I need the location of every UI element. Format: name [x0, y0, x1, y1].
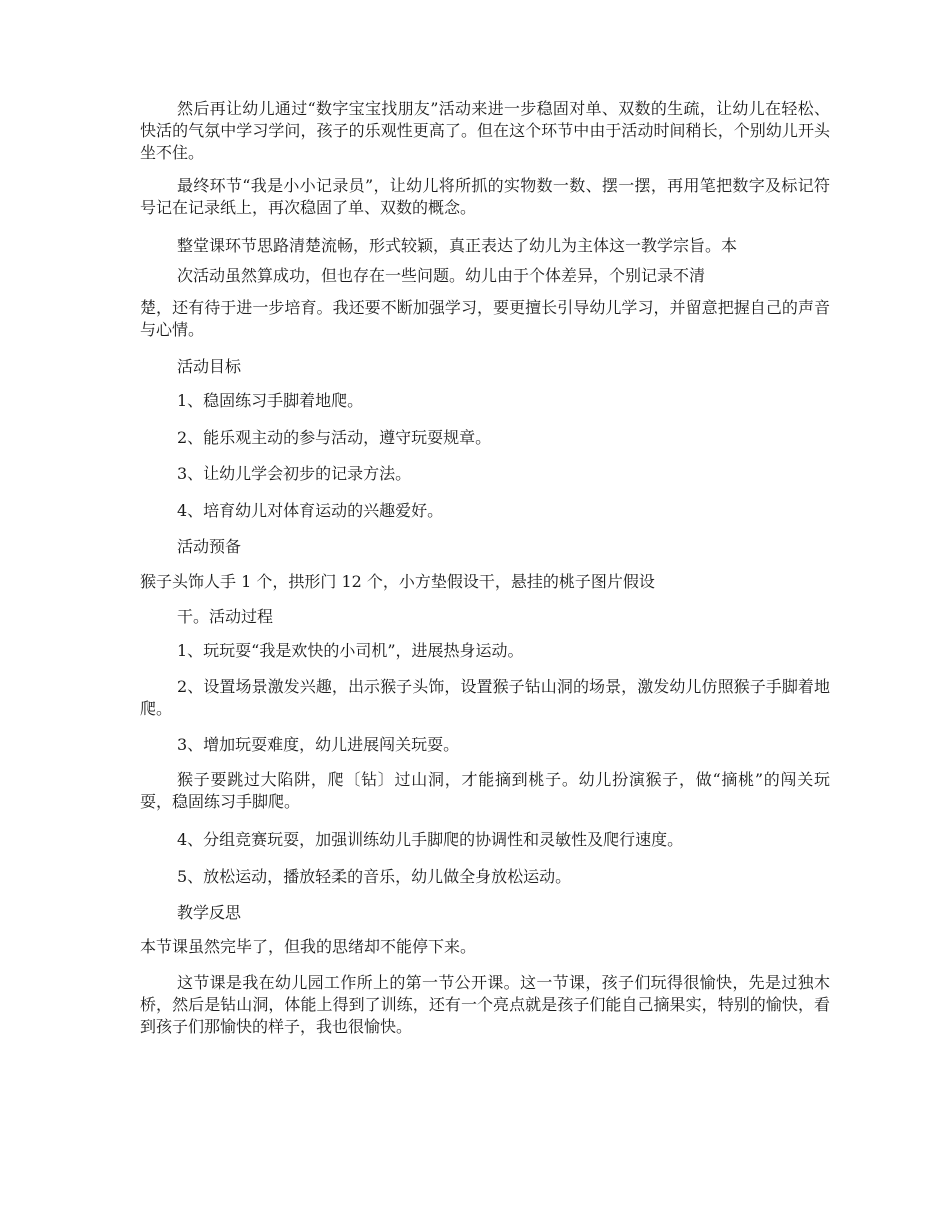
heading-activity-goals: 活动目标	[177, 357, 242, 376]
heading-activity-preparation: 活动预备	[177, 537, 242, 556]
process-step-1: 1、玩玩耍“我是欢快的小司机”，进展热身运动。	[177, 641, 524, 660]
reflection-paragraph-2: 这节课是我在幼儿园工作所上的第一节公开课。这一节课，孩子们玩得很愉快，先是过独木桥，然后是钻山洞，体能上得到了训练，还有一个亮点就是孩子们能自己摘果实，特别的愉快，看到孩子们那愉快的样子，我也很愉快。	[140, 973, 830, 1036]
preparation-line1: 猴子头饰人手 1 个，拱形门 12 个，小方垫假设干，悬挂的桃子图片假设	[140, 572, 655, 591]
process-step-3: 3、增加玩耍难度，幼儿进展闯关玩耍。	[177, 735, 460, 754]
goal-item-2: 2、能乐观主动的参与活动，遵守玩耍规章。	[177, 428, 492, 447]
process-step-3-detail: 猴子要跳过大陷阱，爬〔钻〕过山洞，才能摘到桃子。幼儿扮演猴子，做“摘桃”的闯关玩耍，稳固练习手脚爬。	[140, 770, 830, 811]
preparation-line2: 干。活动过程	[177, 607, 274, 626]
goal-item-4: 4、培育幼儿对体育运动的兴趣爱好。	[177, 501, 444, 520]
paragraph-summary-line2: 次活动虽然算成功，但也存在一些问题。幼儿由于个体差异，个别记录不清	[177, 266, 706, 285]
paragraph-activity-friends: 然后再让幼儿通过“数字宝宝找朋友”活动来进一步稳固对单、双数的生疏，让幼儿在轻松、快活的气氛中学习学问，孩子的乐观性更高了。但在这个环节中由于活动时间稍长，个别幼儿开头坐不住。	[140, 99, 830, 162]
paragraph-summary-line3: 楚，还有待于进一步培育。我还要不断加强学习，要更擅长引导幼儿学习，并留意把握自己的声音与心情。	[140, 298, 830, 339]
process-step-2: 2、设置场景激发兴趣，出示猴子头饰，设置猴子钻山洞的场景，激发幼儿仿照猴子手脚着地爬。	[140, 677, 830, 718]
paragraph-summary-line1: 整堂课环节思路清楚流畅，形式较颖，真正表达了幼儿为主体这一教学宗旨。本	[177, 236, 738, 255]
heading-teaching-reflection: 教学反思	[177, 903, 242, 922]
process-step-5: 5、放松运动，播放轻柔的音乐，幼儿做全身放松运动。	[177, 867, 572, 886]
reflection-paragraph-1: 本节课虽然完毕了，但我的思绪却不能停下来。	[140, 937, 477, 956]
goal-item-1: 1、稳固练习手脚着地爬。	[177, 391, 364, 410]
paragraph-final-step: 最终环节“我是小小记录员”，让幼儿将所抓的实物数一数、摆一摆，再用笔把数字及标记符号记在记录纸上，再次稳固了单、双数的概念。	[140, 176, 830, 217]
goal-item-3: 3、让幼儿学会初步的记录方法。	[177, 464, 412, 483]
process-step-4: 4、分组竞赛玩耍，加强训练幼儿手脚爬的协调性和灵敏性及爬行速度。	[177, 830, 684, 849]
